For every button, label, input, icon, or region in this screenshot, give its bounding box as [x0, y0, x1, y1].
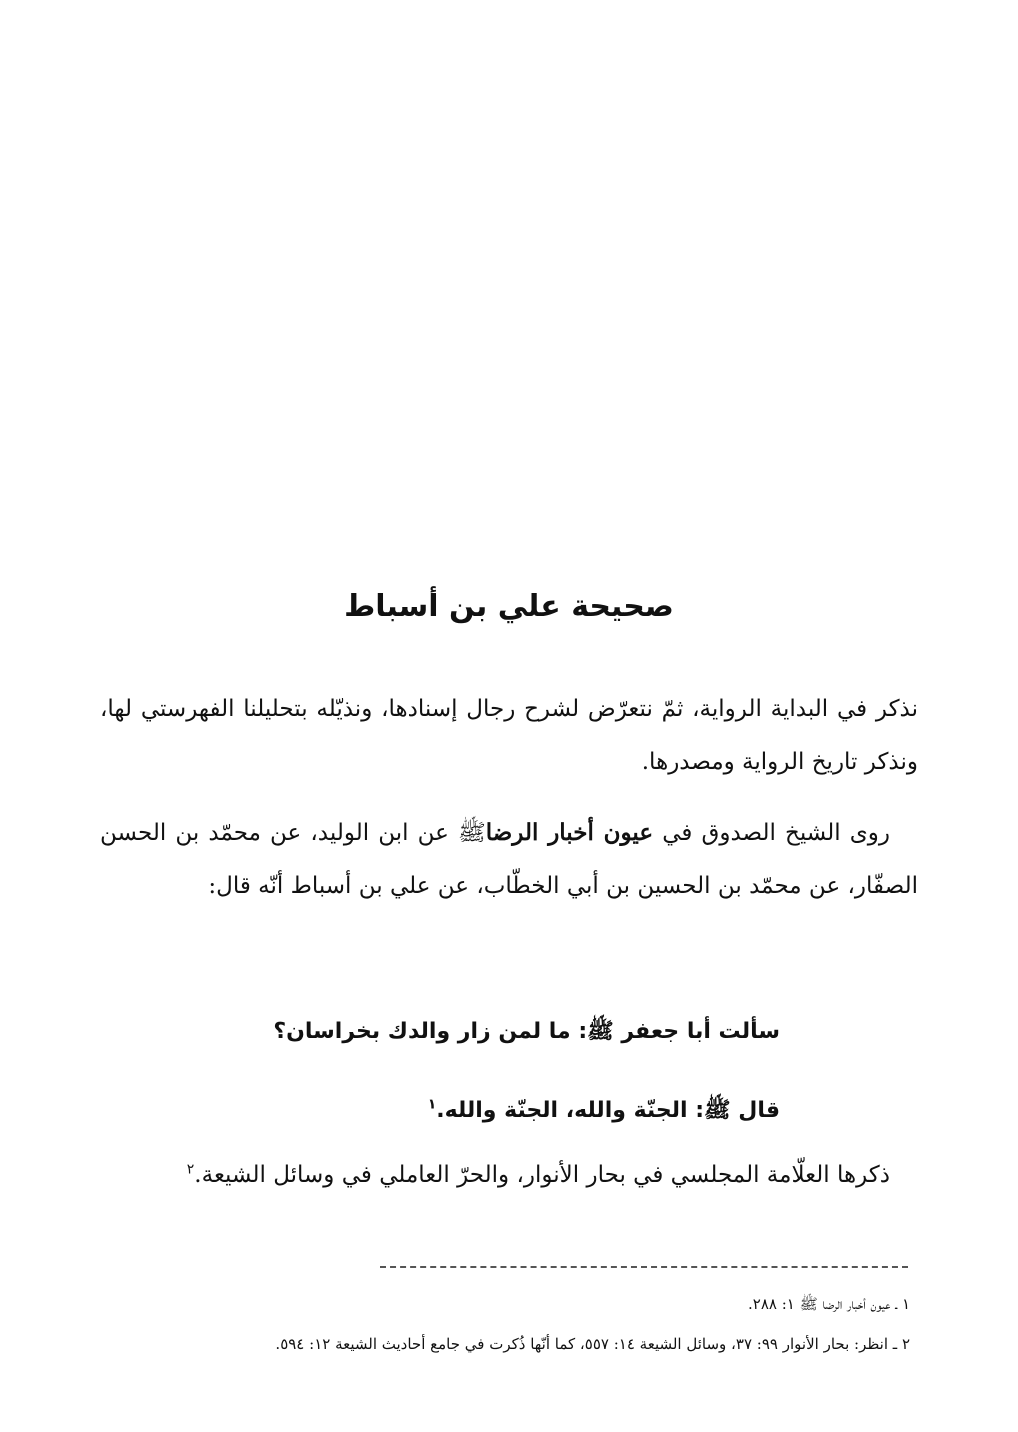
honorific-symbol: ﷺ	[457, 820, 486, 846]
footnote-ref-2: ٢	[186, 1161, 195, 1178]
quote-answer: قال ﷺ: الجنّة والله، الجنّة والله.	[436, 1098, 780, 1123]
narration-rest: عن ابن الوليد، عن محمّد بن الحسن الصفّار، عن محمّد بن الحسين بن أبي الخطّاب، عن علي بن أسباط أنّه قال:	[100, 820, 918, 899]
source-book-title: عيون أخبار الرضا	[485, 819, 654, 846]
mention-text: ذكرها العلّامة المجلسي في بحار الأنوار، والحرّ العاملي في وسائل الشيعة.	[194, 1162, 890, 1188]
footnote-ref-1: ١	[427, 1096, 437, 1113]
footnote-2: ٢ ـ انظر: بحار الأنوار ٩٩: ٣٧، وسائل الشيعة ١٤: ٥٥٧، كما أنّها ذُكرت في جامع أحاديث الشيعة ١٢: ٥٩٤.	[275, 1335, 910, 1353]
footnotes-section	[100, 1284, 910, 1364]
narration-start: روى الشيخ الصدوق في	[653, 820, 890, 846]
quote-question: سألت أبا جعفر ﷺ: ما لمن زار والدك بخراسان؟	[273, 1019, 780, 1044]
footnote-1: ١ ـ عيون أخبار الرضا ﷺ ١: ٢٨٨.	[747, 1295, 910, 1313]
intro-paragraph: نذكر في البداية الرواية، ثمّ نتعرّض لشرح رجال إسنادها، ونذيّله بتحليلنا الفهرستي لها، ونذكر تاريخ الرواية ومصدرها.	[100, 696, 918, 775]
page-title: صحيحة علي بن أسباط	[344, 589, 674, 624]
footnote-divider	[380, 1266, 908, 1268]
narration-paragraph	[100, 806, 918, 913]
quote-answer-line	[100, 1088, 780, 1134]
mention-paragraph	[100, 1150, 890, 1200]
